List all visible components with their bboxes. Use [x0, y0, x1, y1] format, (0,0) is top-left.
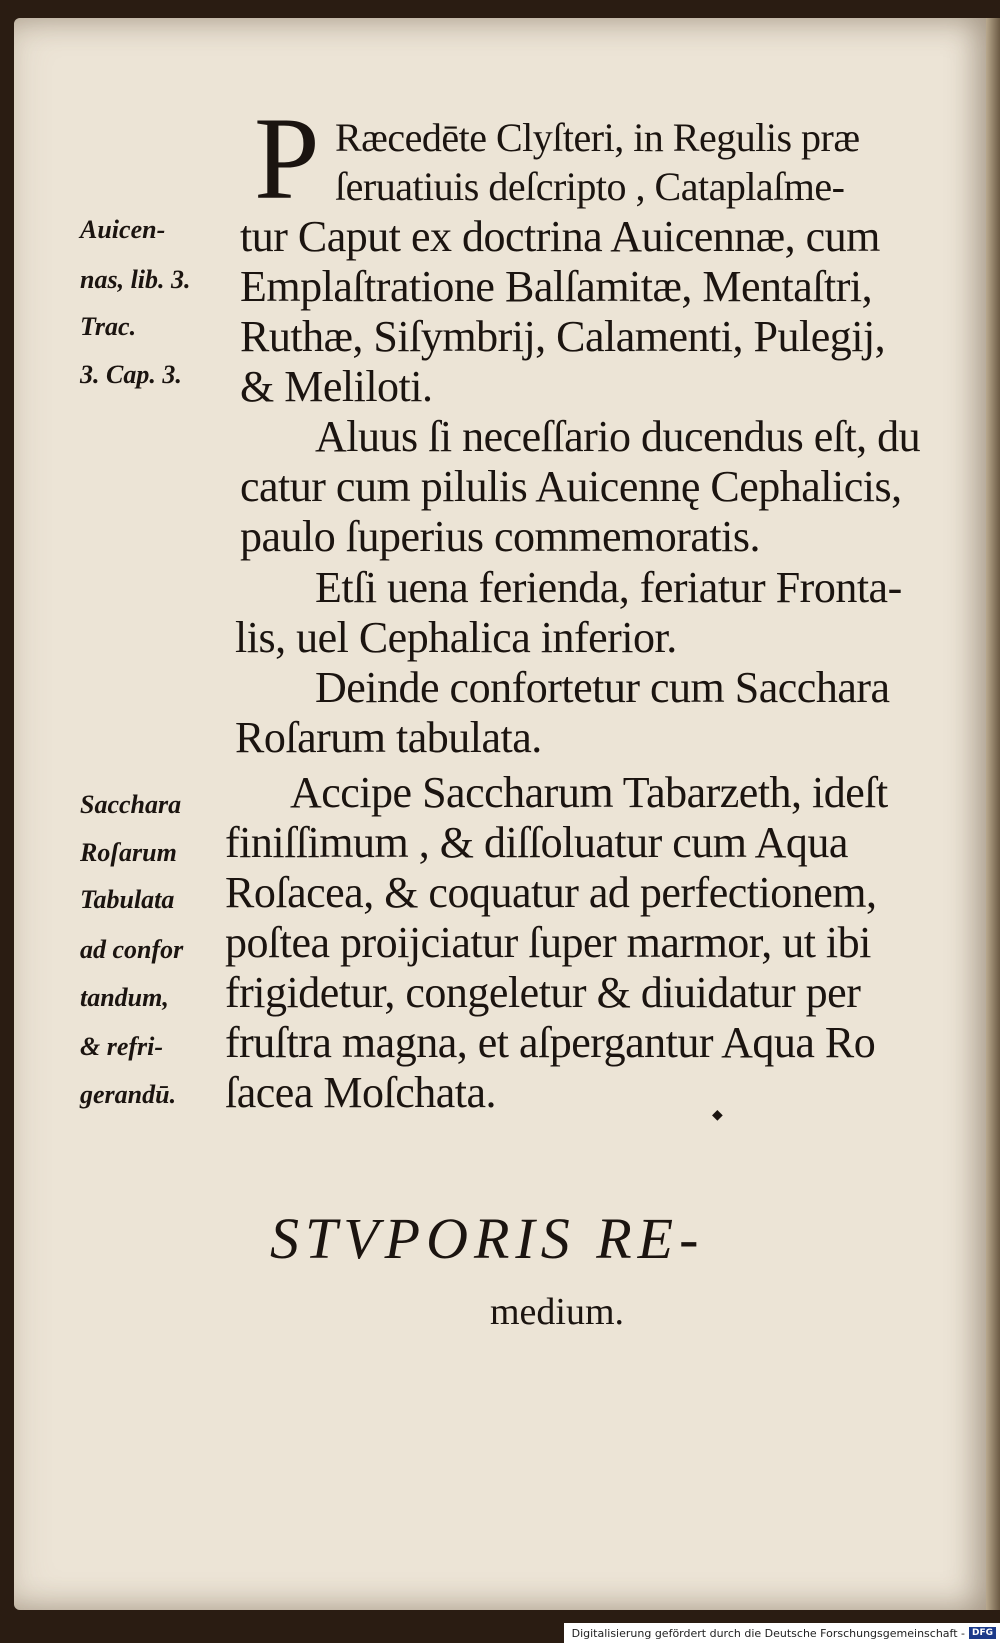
text-line: poſtea proijciatur ſuper marmor, ut ibi	[225, 918, 871, 967]
margin-note: nas, lib. 3.	[80, 265, 191, 294]
margin-note: Tabulata	[80, 885, 175, 914]
section-subheading: medium.	[490, 1291, 625, 1333]
text-line: paulo ſuperius commemoratis.	[240, 512, 760, 561]
text-line: Emplaſtratione Balſamitæ, Mentaſtri,	[240, 262, 873, 311]
margin-note: Auicen-	[80, 215, 166, 244]
margin-note: Roſarum	[80, 838, 177, 867]
text-line: Ræcedēte Clyſteri, in Regulis præ	[335, 115, 860, 160]
margin-note: 3. Cap. 3.	[80, 360, 182, 389]
text-line: catur cum pilulis Auicennę Cephalicis,	[240, 462, 902, 511]
ornament-mark-icon: ◆	[712, 1107, 723, 1123]
section-heading: STVPORIS RE-	[270, 1206, 705, 1271]
text-line: finiſſimum , & diſſoluatur cum Aqua	[225, 818, 848, 867]
text-line: Aluus ſi neceſſario ducendus eſt, du	[315, 412, 921, 461]
text-line: & Meliloti.	[240, 362, 433, 411]
margin-note: Sacchara	[80, 790, 182, 819]
text-line: ſeruatiuis deſcripto , Cataplaſme-	[335, 164, 845, 209]
margin-note: tandum,	[80, 983, 169, 1012]
text-line: Roſarum tabulata.	[235, 713, 542, 762]
dfg-logo-icon: DFG	[969, 1627, 996, 1639]
text-line: lis, uel Cephalica inferior.	[235, 613, 677, 662]
text-line: frigidetur, congeletur & diuidatur per	[225, 968, 861, 1017]
margin-note: & refri-	[80, 1032, 164, 1061]
margin-note: gerandū.	[80, 1080, 177, 1109]
margin-note: Trac.	[80, 312, 137, 341]
text-line: Deinde confortetur cum Sacchara	[315, 663, 890, 712]
text-line: Accipe Saccharum Tabarzeth, ideſt	[290, 768, 888, 817]
drop-cap: P	[254, 93, 320, 224]
text-line: Etſi uena ferienda, feriatur Fronta-	[315, 563, 902, 612]
margin-note: ad confor	[80, 935, 184, 964]
text-line: tur Caput ex doctrina Auicennæ, cum	[240, 212, 880, 261]
digitization-footer	[564, 1623, 1000, 1643]
text-line: Roſacea, & coquatur ad perfectionem,	[225, 868, 877, 917]
text-line: ſacea Moſchata.	[225, 1068, 497, 1117]
footer-text: Digitalisierung gefördert durch die Deutsche Forschungsgemeinschaft -	[571, 1626, 965, 1640]
text-line: Ruthæ, Siſymbrij, Calamenti, Pulegij,	[240, 312, 886, 361]
text-line: fruſtra magna, et aſpergantur Aqua Ro	[225, 1018, 876, 1067]
